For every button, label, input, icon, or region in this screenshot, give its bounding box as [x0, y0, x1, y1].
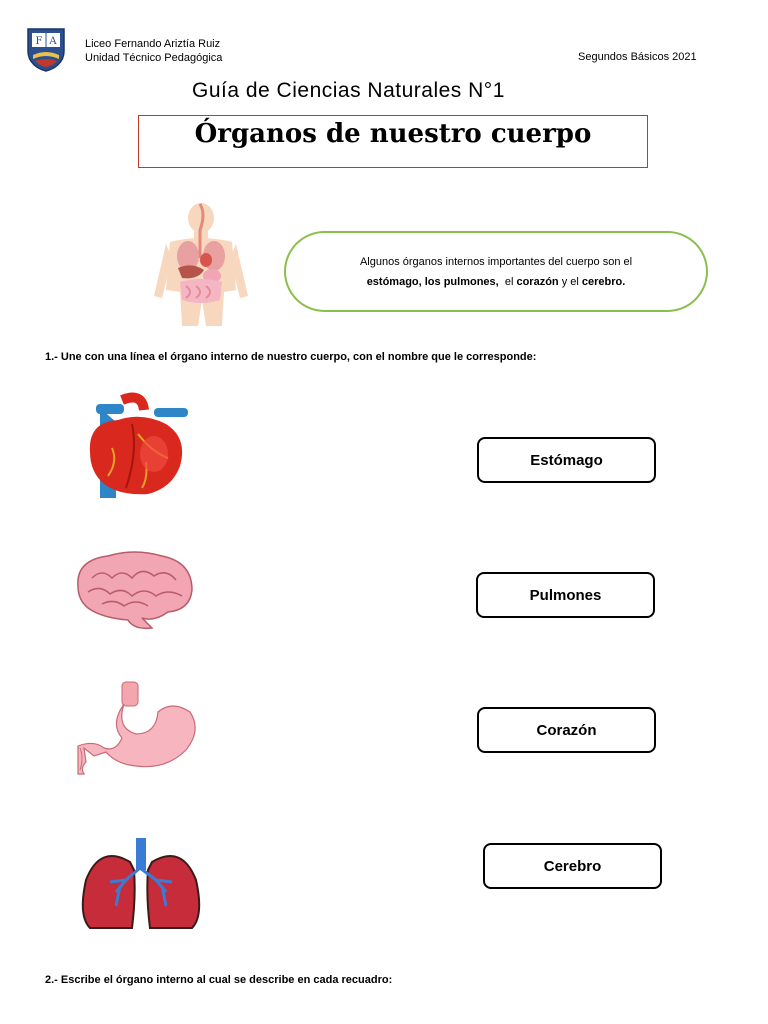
- brain-icon: [72, 548, 196, 630]
- label-cerebro: Cerebro: [483, 843, 662, 889]
- lungs-image: [76, 836, 206, 932]
- info-sep1: el: [498, 275, 517, 288]
- stomach-icon: [76, 678, 206, 776]
- label-estomago: Estómago: [477, 437, 656, 483]
- human-body-organs-image: [140, 200, 262, 326]
- question-2: 2.- Escribe el órgano interno al cual se describe en cada recuadro:: [45, 974, 393, 986]
- grade-label: Segundos Básicos 2021: [578, 51, 697, 63]
- info-bold-heart: corazón: [516, 275, 559, 288]
- heart-icon: [82, 392, 196, 500]
- label-pulmones: Pulmones: [476, 572, 655, 618]
- shield-icon: [22, 25, 70, 73]
- logo-letter-f: F: [35, 36, 43, 47]
- logo-letter-a: A: [49, 36, 57, 47]
- label-corazon: Corazón: [477, 707, 656, 753]
- question-1: 1.- Une con una línea el órgano interno de nuestro cuerpo, con el nombre que le corresponde:: [45, 351, 537, 363]
- info-bold-organs: estómago, los pulmones,: [366, 275, 499, 288]
- guide-title: Guía de Ciencias Naturales N°1: [192, 79, 505, 102]
- info-sep2: y el: [558, 275, 582, 288]
- info-bubble: [284, 231, 708, 312]
- main-title: Órganos de nuestro cuerpo: [194, 119, 592, 149]
- brain-image: [72, 548, 196, 630]
- main-title-box: [138, 115, 648, 168]
- heart-image: [82, 392, 196, 500]
- school-logo: [22, 25, 70, 73]
- info-bold-brain: cerebro.: [581, 275, 626, 288]
- stomach-image: [76, 678, 206, 776]
- info-line1: Algunos órganos internos importantes del cuerpo son el: [359, 255, 633, 268]
- school-name: Liceo Fernando Ariztía Ruiz: [85, 38, 221, 50]
- department-name: Unidad Técnico Pedagógica: [85, 52, 223, 64]
- lungs-icon: [76, 836, 206, 932]
